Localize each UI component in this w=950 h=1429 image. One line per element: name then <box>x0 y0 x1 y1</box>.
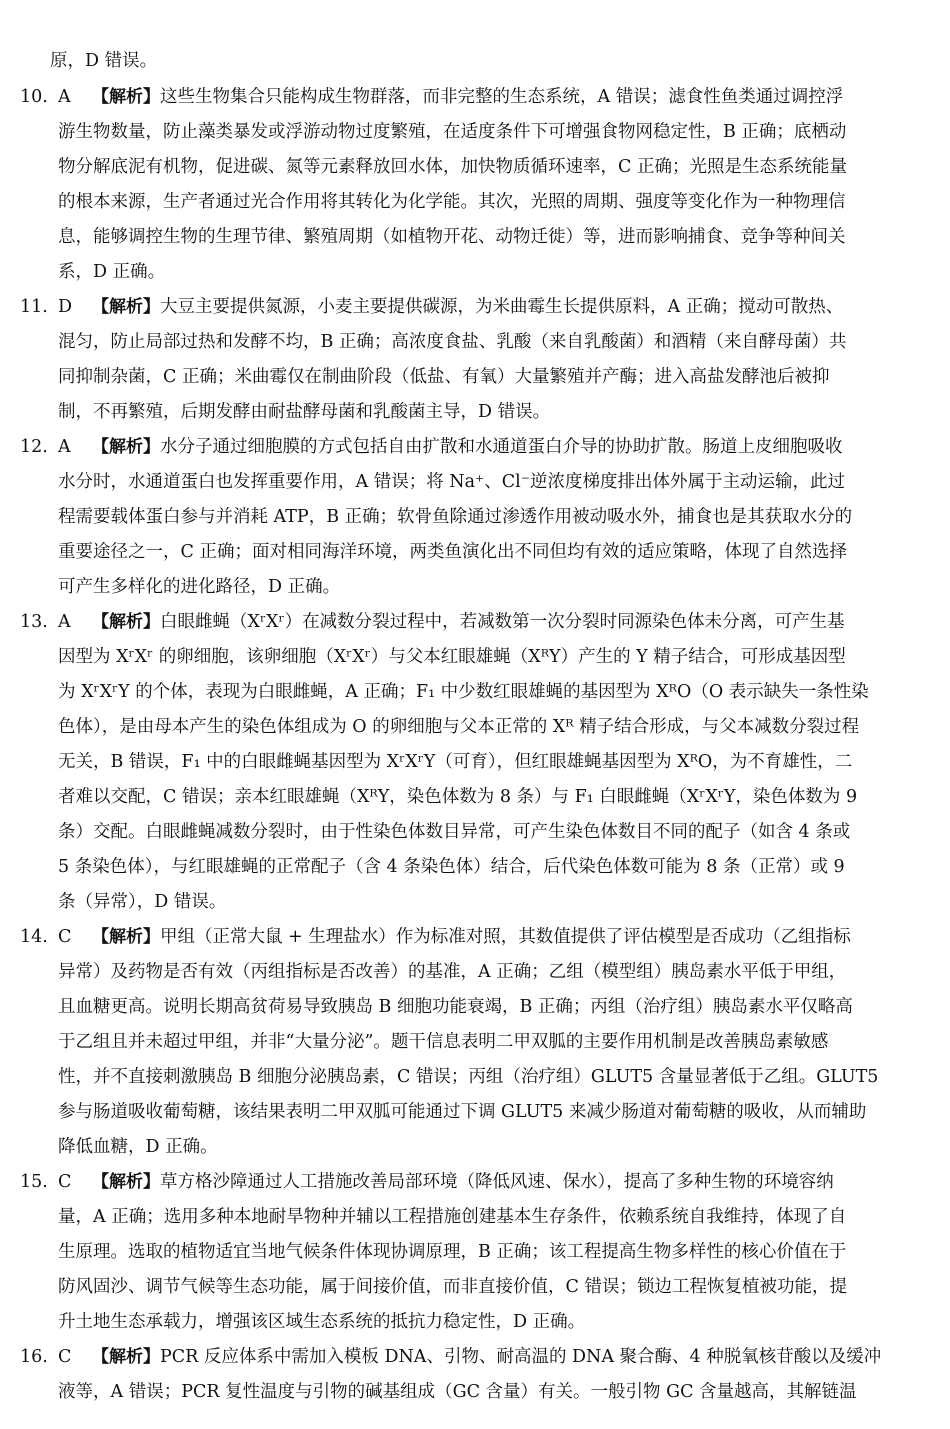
item-line: 因型为 XʳXʳ 的卵细胞，该卵细胞（XʳXʳ）与父本红眼雄蝇（XᴿY）产生的 Y 精子结合，可形成基因型 <box>58 647 846 667</box>
item-line: 于乙组且并未超过甲组，并非“大量分泌”。题干信息表明二甲双胍的主要作用机制是改善胰岛素敏感 <box>58 1032 829 1052</box>
analysis-tag: 【解析】 <box>92 927 160 947</box>
item-first-line <box>58 430 843 465</box>
item-line: 游生物数量，防止藻类暴发或浮游动物过度繁殖，在适度条件下可增强食物网稳定性，B 正确；底栖动 <box>58 122 847 142</box>
item-line: 息，能够调控生物的生理节律、繁殖周期（如植物开花、动物迁徙）等，进而影响捕食、竞争等种间关 <box>58 227 846 247</box>
analysis-tag: 【解析】 <box>92 1172 160 1192</box>
item-line: 条（异常），D 错误。 <box>58 892 227 912</box>
item-line: 升土地生态承载力，增强该区域生态系统的抵抗力稳定性，D 正确。 <box>58 1312 586 1332</box>
item-line: 防风固沙、调节气候等生态功能，属于间接价值，而非直接价值，C 错误；锁边工程恢复植被功能，提 <box>58 1277 847 1297</box>
item-first-line <box>58 920 851 955</box>
item-line: 且血糖更高。说明长期高贫荷易导致胰岛 B 细胞功能衰竭，B 正确；丙组（治疗组）胰岛素水平仅略高 <box>58 997 853 1017</box>
item-text: 水分子通过细胞膜的方式包括自由扩散和水通道蛋白介导的协助扩散。肠道上皮细胞吸收 <box>160 437 843 457</box>
item-answer: C <box>58 927 72 947</box>
item-first-line <box>58 1340 881 1375</box>
lead-line: 原，D 错误。 <box>50 51 158 71</box>
item-text: 大豆主要提供氮源，小麦主要提供碳源，为米曲霉生长提供原料，A 正确；搅动可散热、 <box>160 297 844 317</box>
item-number: 12. <box>20 437 48 457</box>
item-line: 水分时，水通道蛋白也发挥重要作用，A 错误；将 Na⁺、Cl⁻逆浓度梯度排出体外属于主动运输，此过 <box>58 472 845 492</box>
analysis-tag: 【解析】 <box>92 1347 160 1367</box>
item-number: 11. <box>20 297 48 317</box>
item-first-line <box>58 80 843 115</box>
item-number: 15. <box>20 1172 48 1192</box>
analysis-tag: 【解析】 <box>92 87 160 107</box>
item-answer: A <box>58 437 71 457</box>
item-text: PCR 反应体系中需加入模板 DNA、引物、耐高温的 DNA 聚合酶、4 种脱氧核苷酸以及缓冲 <box>160 1347 882 1367</box>
item-first-line <box>58 1165 834 1200</box>
item-number: 10. <box>20 87 48 107</box>
item-number: 16. <box>20 1347 48 1367</box>
item-line: 5 条染色体），与红眼雄蝇的正常配子（含 4 条染色体）结合，后代染色体数可能为 8 条（正常）或 9 <box>58 857 845 877</box>
item-line: 者难以交配，C 错误；亲本红眼雄蝇（XᴿY，染色体数为 8 条）与 F₁ 白眼雌蝇（XʳXʳY，染色体数为 9 <box>58 787 858 807</box>
item-text: 草方格沙障通过人工措施改善局部环境（降低风速、保水），提高了多种生物的环境容纳 <box>160 1172 834 1192</box>
item-line: 量，A 正确；选用多种本地耐旱物种并辅以工程措施创建基本生存条件，依赖系统自我维持，体现了自 <box>58 1207 847 1227</box>
item-text: 甲组（正常大鼠 + 生理盐水）作为标准对照，其数值提供了评估模型是否成功（乙组指标 <box>160 927 851 947</box>
item-number: 14. <box>20 927 48 947</box>
item-first-line <box>58 290 843 325</box>
item-answer: D <box>58 297 73 317</box>
item-line: 可产生多样化的进化路径，D 正确。 <box>58 577 341 597</box>
analysis-tag: 【解析】 <box>92 437 160 457</box>
item-number: 13. <box>20 612 48 632</box>
item-answer: A <box>58 87 71 107</box>
analysis-tag: 【解析】 <box>92 297 160 317</box>
item-line: 参与肠道吸收葡萄糖，该结果表明二甲双胍可能通过下调 GLUT5 来减少肠道对葡萄糖的吸收，从而辅助 <box>58 1102 867 1122</box>
item-line: 异常）及药物是否有效（丙组指标是否改善）的基准，A 正确；乙组（模型组）胰岛素水平低于甲组， <box>58 962 847 982</box>
analysis-tag: 【解析】 <box>92 612 160 632</box>
item-line: 物分解底泥有机物，促进碳、氮等元素释放回水体，加快物质循环速率，C 正确；光照是生态系统能量 <box>58 157 847 177</box>
item-line: 性，并不直接刺激胰岛 B 细胞分泌胰岛素，C 错误；丙组（治疗组）GLUT5 含量显著低于乙组。GLUT5 <box>58 1067 879 1087</box>
item-text: 白眼雌蝇（XʳXʳ）在减数分裂过程中，若减数第一次分裂时同源染色体未分离，可产生基 <box>160 612 845 632</box>
item-line: 同抑制杂菌，C 正确；米曲霉仅在制曲阶段（低盐、有氧）大量繁殖并产酶；进入高盐发酵池后被抑 <box>58 367 830 387</box>
item-text: 这些生物集合只能构成生物群落，而非完整的生态系统，A 错误；滤食性鱼类通过调控浮 <box>160 87 844 107</box>
item-line: 降低血糖，D 正确。 <box>58 1137 218 1157</box>
item-line: 色体），是由母本产生的染色体组成为 O 的卵细胞与父本正常的 Xᴿ 精子结合形成，与父本减数分裂过程 <box>58 717 860 737</box>
item-line: 系，D 正确。 <box>58 262 166 282</box>
item-line: 重要途径之一，C 正确；面对相同海洋环境，两类鱼演化出不同但均有效的适应策略，体现了自然选择 <box>58 542 847 562</box>
item-line: 制，不再繁殖，后期发酵由耐盐酵母菌和乳酸菌主导，D 错误。 <box>58 402 551 422</box>
item-answer: A <box>58 612 71 632</box>
item-line: 生原理。选取的植物适宜当地气候条件体现协调原理，B 正确；该工程提高生物多样性的核心价值在于 <box>58 1242 847 1262</box>
item-line: 程需要载体蛋白参与并消耗 ATP，B 正确；软骨鱼除通过渗透作用被动吸水外，捕食也是其获取水分的 <box>58 507 853 527</box>
item-line: 液等，A 错误；PCR 复性温度与引物的碱基组成（GC 含量）有关。一般引物 GC 含量越高，其解链温 <box>58 1382 857 1402</box>
item-line: 混匀，防止局部过热和发酵不均，B 正确；高浓度食盐、乳酸（来自乳酸菌）和酒精（来自酵母菌）共 <box>58 332 847 352</box>
item-answer: C <box>58 1172 72 1192</box>
item-first-line <box>58 605 845 640</box>
item-line: 为 XʳXʳY 的个体，表现为白眼雌蝇，A 正确；F₁ 中少数红眼雄蝇的基因型为 XᴿO（O 表示缺失一条性染 <box>58 682 869 702</box>
item-answer: C <box>58 1347 72 1367</box>
item-line: 条）交配。白眼雌蝇减数分裂时，由于性染色体数目异常，可产生染色体数目不同的配子（如含 4 条或 <box>58 822 851 842</box>
item-line: 无关，B 错误，F₁ 中的白眼雌蝇基因型为 XʳXʳY（可育），但红眼雄蝇基因型为 XᴿO，为不育雄性，二 <box>58 752 853 772</box>
item-line: 的根本来源，生产者通过光合作用将其转化为化学能。其次，光照的周期、强度等变化作为一种物理信 <box>58 192 846 212</box>
